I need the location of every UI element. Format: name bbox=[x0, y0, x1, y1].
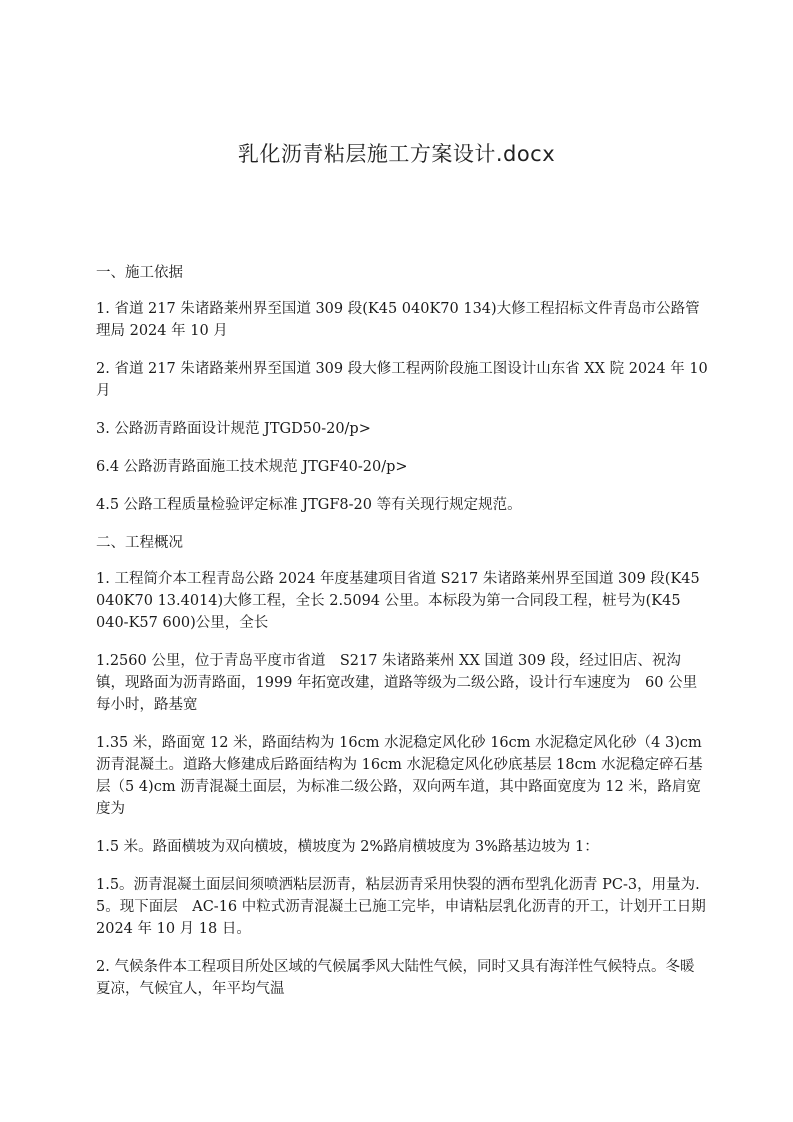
section-heading-basis: 一、施工依据 bbox=[96, 265, 183, 281]
document-title: 乳化沥青粘层施工方案设计.docx bbox=[237, 142, 556, 166]
paragraph: 2. 省道 217 朱诸路莱州界至国道 309 段大修工程两阶段施工图设计山东省 XX 院 2024 年 10 月 bbox=[96, 361, 708, 399]
paragraph: 1. 工程简介本工程青岛公路 2024 年度基建项目省道 S217 朱诸路莱州界至国道 309 段(K45 040K70 13.4014)大修工程，全长 2.5094 公里。本标段为第一合同段工程，桩号为(K45 040-K57 600)公里，全长 bbox=[96, 571, 700, 631]
paragraph: 1.5。沥青混凝土面层间须喷洒粘层沥青，粘层沥青采用快裂的洒布型乳化沥青 PC-3，用量为. 5。现下面层 AC-16 中粒式沥青混凝土已施工完毕，申请粘层乳化沥青的开工，计划开工日期 2024 年 10 月 18 日。 bbox=[96, 877, 706, 937]
paragraph: 4.5 公路工程质量检验评定标准 JTGF8-20 等有关现行规定规范。 bbox=[96, 497, 522, 513]
paragraph: 1.2560 公里，位于青岛平度市省道 S217 朱诸路莱州 XX 国道 309 段，经过旧店、祝沟镇，现路面为沥青路面，1999 年拓宽改建，道路等级为二级公路，设计行车速度为 60 公里每小时，路基宽 bbox=[96, 653, 698, 713]
paragraph: 2. 气候条件本工程项目所处区域的气候属季风大陆性气候，同时又具有海洋性气候特点。冬暖夏凉，气候宜人，年平均气温 bbox=[96, 959, 695, 997]
paragraph: 3. 公路沥青路面设计规范 JTGD50-20/p> bbox=[96, 421, 371, 437]
paragraph: 6.4 公路沥青路面施工技术规范 JTGF40-20/p> bbox=[96, 459, 408, 475]
paragraph: 1.5 米。路面横坡为双向横坡，横坡度为 2%路肩横坡度为 3%路基边坡为 1： bbox=[96, 839, 599, 855]
paragraph: 1. 省道 217 朱诸路莱州界至国道 309 段(K45 040K70 134)大修工程招标文件青岛市公路管理局 2024 年 10 月 bbox=[96, 301, 700, 339]
document-body bbox=[96, 262, 708, 1016]
section-heading-overview: 二、工程概况 bbox=[96, 535, 183, 551]
paragraph: 1.35 米，路面宽 12 米，路面结构为 16cm 水泥稳定风化砂 16cm 水泥稳定风化砂（4 3)cm 沥青混凝土。道路大修建成后路面结构为 16cm 水泥稳定风化砂底基层 18cm 水泥稳定碎石基层（5 4)cm 沥青混凝土面层，为标准二级公路，双向两车道，其中路面宽度为 12 米，路肩宽度为 bbox=[96, 735, 703, 817]
